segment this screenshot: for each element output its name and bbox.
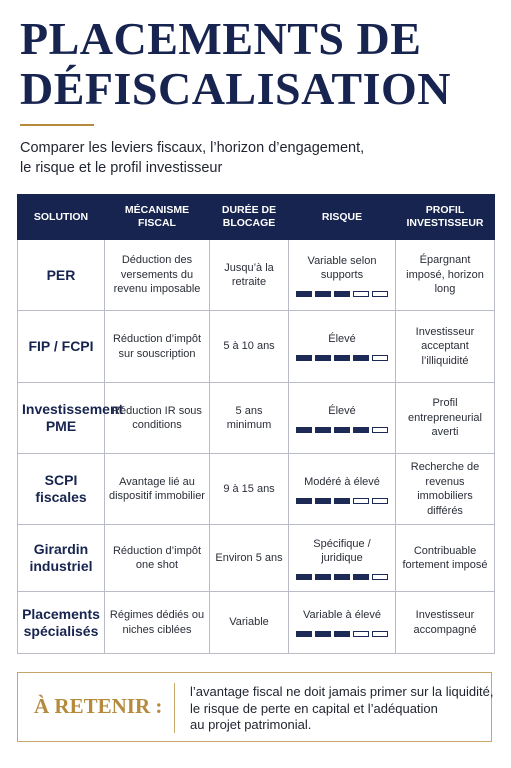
- subtitle-line-2: le risque et le profil investisseur: [20, 160, 223, 176]
- profile-cell: Recherche de revenus immobiliers différés: [396, 454, 495, 525]
- risk-segment-empty: [353, 291, 369, 297]
- duration-cell: Jusqu’à la retraite: [210, 240, 289, 311]
- title-line-2: DÉFISCALISATION: [20, 63, 451, 114]
- risk-segment-filled: [353, 574, 369, 580]
- duration-cell: 5 à 10 ans: [210, 311, 289, 383]
- key-takeaway-divider: [174, 683, 175, 733]
- solution-cell: Placements spécialisés: [18, 592, 105, 654]
- table-row: [18, 383, 495, 454]
- risk-segment-empty: [353, 498, 369, 504]
- page-title: [20, 14, 500, 114]
- profile-cell: Contribuable fortement imposé: [396, 525, 495, 592]
- key-takeaway-line-1: l’avantage fiscal ne doit jamais primer sur la liquidité,: [190, 684, 494, 699]
- risk-cell: [289, 454, 396, 525]
- risk-cell: [289, 525, 396, 592]
- subtitle-line-1: Comparer les leviers fiscaux, l’horizon d’engagement,: [20, 140, 365, 156]
- mechanism-cell: Réduction d’impôt one shot: [105, 525, 210, 592]
- risk-segment-filled: [334, 631, 350, 637]
- duration-cell: 9 à 15 ans: [210, 454, 289, 525]
- risk-cell: [289, 383, 396, 454]
- risk-segment-empty: [353, 631, 369, 637]
- key-takeaway-label: À RETENIR :: [34, 694, 163, 718]
- risk-bar: [293, 631, 391, 637]
- profile-cell: Investisseur accompagné: [396, 592, 495, 654]
- risk-segment-empty: [372, 355, 388, 361]
- table-header-row: [18, 195, 495, 240]
- risk-segment-filled: [296, 498, 312, 504]
- table-row: [18, 240, 495, 311]
- risk-segment-filled: [296, 291, 312, 297]
- risk-segment-filled: [296, 427, 312, 433]
- key-takeaway-box: [17, 672, 492, 742]
- risk-segment-empty: [372, 427, 388, 433]
- risk-label: Modéré à élevé: [304, 475, 380, 488]
- solution-cell: Investissement PME: [18, 383, 105, 454]
- risk-segment-filled: [315, 574, 331, 580]
- risk-segment-filled: [315, 355, 331, 361]
- solution-cell: SCPI fiscales: [18, 454, 105, 525]
- solution-cell: Girardin industriel: [18, 525, 105, 592]
- risk-segment-filled: [334, 427, 350, 433]
- mechanism-cell: Déduction des versements du revenu imposable: [105, 240, 210, 311]
- title-underline: [20, 124, 94, 126]
- solution-cell: PER: [18, 240, 105, 311]
- risk-segment-empty: [372, 631, 388, 637]
- solution-cell: FIP / FCPI: [18, 311, 105, 383]
- title-line-1: PLACEMENTS DE: [20, 13, 422, 64]
- key-takeaway-text: [190, 684, 494, 734]
- risk-segment-filled: [296, 574, 312, 580]
- mechanism-cell: Régimes dédiés ou niches ciblées: [105, 592, 210, 654]
- header-risk: RISQUE: [289, 195, 396, 240]
- risk-segment-filled: [315, 291, 331, 297]
- risk-bar: [293, 427, 391, 433]
- risk-label: Élevé: [328, 404, 356, 417]
- risk-segment-filled: [296, 355, 312, 361]
- risk-segment-filled: [334, 498, 350, 504]
- comparison-table: [17, 194, 495, 654]
- risk-cell: [289, 311, 396, 383]
- risk-label: Variable à élevé: [302, 609, 382, 621]
- risk-segment-empty: [372, 291, 388, 297]
- header-profile: PROFIL INVESTISSEUR: [396, 195, 495, 240]
- profile-cell: Profil entrepreneurial averti: [396, 383, 495, 454]
- mechanism-cell: Avantage lié au dispositif immobilier: [105, 454, 210, 525]
- risk-segment-filled: [334, 355, 350, 361]
- profile-cell: Investisseur acceptant l’illiquidité: [396, 311, 495, 383]
- risk-segment-filled: [315, 631, 331, 637]
- duration-cell: Variable: [210, 592, 289, 654]
- mechanism-cell: Réduction IR sous conditions: [105, 383, 210, 454]
- risk-label: Variable selon supports: [307, 254, 377, 281]
- risk-segment-filled: [353, 355, 369, 361]
- table-row: [18, 525, 495, 592]
- key-takeaway-line-3: au projet patrimonial.: [190, 717, 312, 732]
- risk-segment-filled: [334, 291, 350, 297]
- key-takeaway-line-2: le risque de perte en capital et l’adéquation: [190, 700, 438, 716]
- risk-segment-filled: [334, 574, 350, 580]
- risk-segment-filled: [315, 427, 331, 433]
- risk-label: Spécifique / juridique: [313, 537, 371, 564]
- risk-bar: [293, 355, 391, 361]
- header-solution: SOLUTION: [18, 195, 105, 240]
- risk-label: Élevé: [328, 333, 356, 345]
- risk-segment-empty: [372, 574, 388, 580]
- risk-segment-filled: [296, 631, 312, 637]
- subtitle: [20, 138, 490, 178]
- duration-cell: Environ 5 ans: [210, 525, 289, 592]
- duration-cell: 5 ans minimum: [210, 383, 289, 454]
- table-row: [18, 311, 495, 383]
- risk-segment-empty: [372, 498, 388, 504]
- risk-segment-filled: [353, 427, 369, 433]
- table-row: [18, 454, 495, 525]
- risk-cell: [289, 592, 396, 654]
- risk-bar: [293, 574, 391, 580]
- mechanism-cell: Réduction d’impôt sur souscription: [105, 311, 210, 383]
- table-row: [18, 592, 495, 654]
- header-mechanism: MÉCANISME FISCAL: [105, 195, 210, 240]
- risk-bar: [293, 291, 391, 297]
- risk-bar: [293, 498, 391, 504]
- risk-cell: [289, 240, 396, 311]
- header-duration: DURÉE DE BLOCAGE: [210, 195, 289, 240]
- profile-cell: Épargnant imposé, horizon long: [396, 240, 495, 311]
- risk-segment-filled: [315, 498, 331, 504]
